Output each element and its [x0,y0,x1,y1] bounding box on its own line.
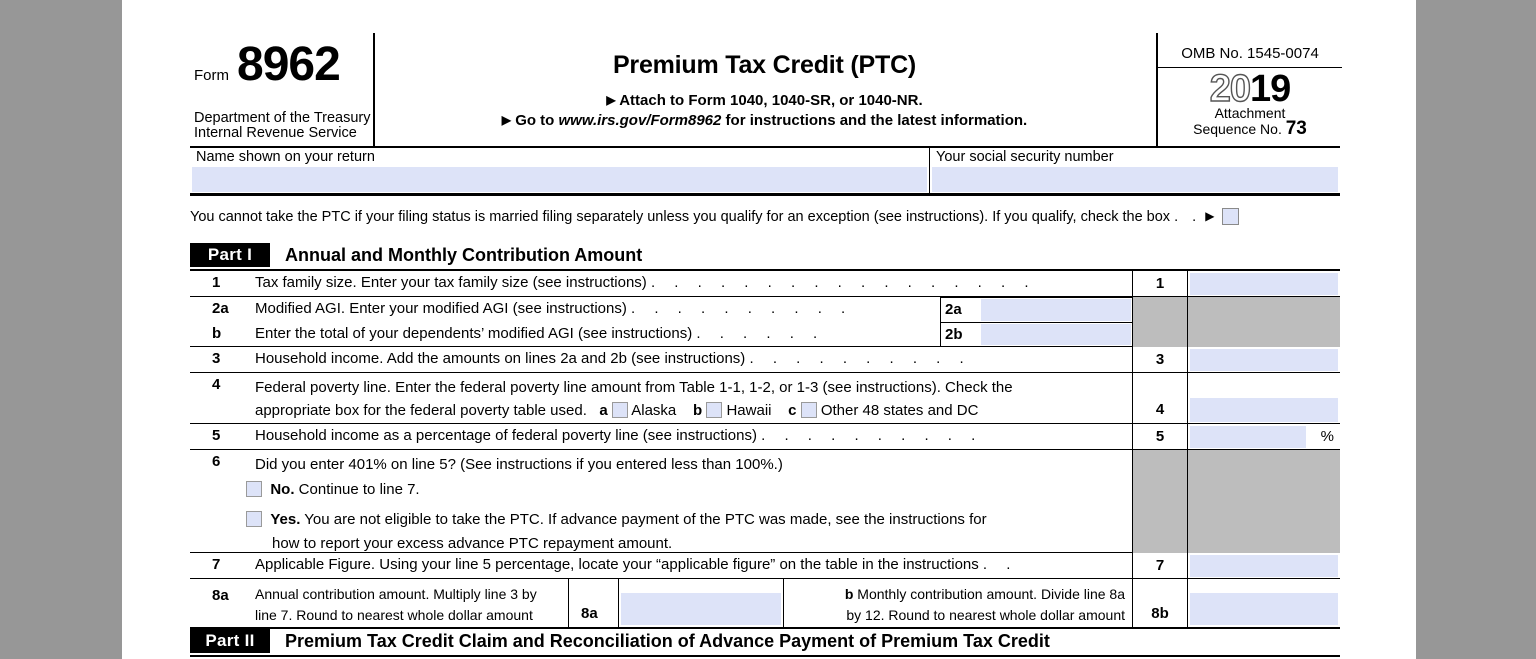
line-2b-input[interactable] [981,324,1131,345]
line-7-text [255,556,1018,573]
line-2b-text [255,325,825,342]
line-4-choice-b-letter: b [692,402,703,419]
line-5-col-number: 5 [1132,424,1188,450]
line-7-amount-cell [1188,553,1340,579]
line-6-row [190,450,1340,553]
line-4-choice-b-label: Hawaii [726,402,772,419]
form-number: 8962 [237,38,340,91]
line-4-choice-c-label: Other 48 states and DC [820,402,979,419]
irs-url-link[interactable]: www.irs.gov/Form8962 [558,112,722,129]
sequence-number: 73 [1285,118,1307,139]
line-5-row [190,424,1340,450]
line-4-choice-c-letter: c [788,402,797,419]
line-2b-row [190,322,1340,347]
form-identifier [190,38,373,97]
line-3-row [190,347,1340,373]
line-3-input[interactable] [1190,349,1338,371]
line-2a-dots: . . . . . . . . . . [631,300,853,317]
line-1-number: 1 [212,274,221,291]
goto-suffix: for instructions and the latest information. [725,112,1028,129]
attachment-sequence [1158,106,1342,137]
line-8b-description-1: Monthly contribution amount. Divide line 8a [857,586,1125,602]
line-8b-amount-cell [1188,579,1340,627]
line-8-divider-2 [783,579,784,627]
filing-status-exception-row [190,196,1340,243]
line-2a-input[interactable] [981,299,1131,321]
line-6-option-yes [246,508,987,556]
line-2a-subbox [940,297,1132,322]
form-8962 [190,0,1340,657]
line-8a-text [255,584,537,626]
name-label: Name shown on your return [196,149,375,165]
line-4-number: 4 [212,376,221,393]
line-2a-number: 2a [212,300,229,317]
line-6-shaded-amount-cell [1188,450,1340,553]
line-6-shaded-number-cell [1132,450,1188,553]
tax-year-suffix: 19 [1250,68,1291,110]
department-line-2: Internal Revenue Service [194,125,357,141]
line-3-dots: . . . . . . . . . . [749,350,972,367]
line-8a-box-label-cell [573,579,619,627]
line-2b-dots: . . . . . . [696,325,825,342]
line-3-text [255,350,971,367]
line-6-option-yes-bold: Yes. [270,511,301,528]
line-3-amount-cell [1188,347,1340,373]
line-5-amount-cell [1188,424,1340,450]
line-2a-description: Modified AGI. Enter your modified AGI (see instructions) [255,300,627,317]
line-8b-input[interactable] [1190,593,1338,625]
line-2b-shaded-amount-cell [1188,322,1340,347]
line-4-text [255,376,1013,422]
line-7-row [190,553,1340,579]
line-5-percent-symbol: % [1320,428,1334,445]
line-8-row [190,579,1340,627]
line-7-col-number: 7 [1132,553,1188,579]
name-cell [190,148,930,193]
omb-number: OMB No. 1545-0074 [1158,33,1342,68]
part-1-title: Annual and Monthly Contribution Amount [285,245,643,265]
form-word-label: Form [194,67,229,84]
line-4-checkbox-other-states[interactable] [801,402,817,418]
line-7-dots: . . [982,556,1018,573]
line-8a-number: 8a [212,587,229,604]
line-3-col-number: 3 [1132,347,1188,373]
line-4-description-1: Federal poverty line. Enter the federal poverty line amount from Table 1-1, 1-2, or 1-3 (see instructions). Check the [255,379,1013,396]
line-1-description: Tax family size. Enter your tax family size (see instructions) [255,274,647,291]
line-8a-amount-cell [619,579,783,627]
ssn-input[interactable] [932,167,1338,192]
part-2-tag: Part II [190,629,270,653]
name-input[interactable] [192,167,927,192]
identity-row [190,148,1340,196]
ssn-cell [930,148,1340,193]
line-8b-description-2: by 12. Round to nearest whole dollar amount [846,607,1125,623]
line-4-checkbox-alaska[interactable] [612,402,628,418]
line-4-row [190,373,1340,424]
ssn-label: Your social security number [936,149,1114,165]
line-2a-sublabel: 2a [945,301,962,318]
line-8b-letter: b [844,586,854,602]
part-1-bar [190,243,1340,271]
line-4-checkbox-hawaii[interactable] [706,402,722,418]
line-1-col-number: 1 [1132,271,1188,297]
part-2-bar [190,627,1340,657]
line-2a-row [190,297,1340,322]
line-5-description: Household income as a percentage of federal poverty line (see instructions) [255,427,757,444]
form-page [122,0,1416,659]
line-1-text [255,274,1036,291]
part-1-body [190,271,1340,627]
form-header [190,33,1340,148]
line-6-option-no-rest: Continue to line 7. [294,481,420,498]
line-8a-box-label: 8a [581,605,598,622]
line-4-col-number: 4 [1132,373,1188,424]
line-4-input[interactable] [1190,398,1338,422]
line-2b-sublabel: 2b [945,326,963,343]
line-1-dots: . . . . . . . . . . . . . . . . . [650,274,1036,291]
line-7-number: 7 [212,556,221,573]
line-1-row [190,271,1340,297]
line-2a-text [255,300,853,317]
line-6-number: 6 [212,453,221,470]
leader-dots: . . [1174,209,1202,225]
line-4-choice-a-letter: a [599,402,608,419]
line-4-description-2: appropriate box for the federal poverty table used. [255,402,587,419]
attach-instruction-text: Attach to Form 1040, 1040-SR, or 1040-NR. [619,92,923,109]
line-6-option-no-bold: No. [270,481,295,498]
line-3-description: Household income. Add the amounts on lines 2a and 2b (see instructions) [255,350,746,367]
line-2a-shaded-number-cell [1132,297,1188,322]
line-8a-description-1: Annual contribution amount. Multiply line 3 by [255,586,537,602]
line-6-option-no [246,481,420,498]
line-4-amount-cell [1188,373,1340,424]
line-1-amount-cell [1188,271,1340,297]
line-7-input[interactable] [1190,555,1338,577]
triangle-marker-icon-3: ▶ [1205,209,1215,223]
line-5-input[interactable] [1190,426,1306,448]
department-line-1: Department of the Treasury [194,110,371,126]
line-6-text [255,453,783,477]
form-header-right [1156,33,1342,146]
attach-instruction [373,92,1156,109]
tax-year [1158,70,1342,108]
line-2b-shaded-number-cell [1132,322,1188,347]
line-8a-input[interactable] [621,593,781,625]
tax-year-prefix: 20 [1209,68,1250,110]
line-8a-description-2: line 7. Round to nearest whole dollar amount [255,607,533,623]
line-7-description: Applicable Figure. Using your line 5 percentage, locate your “applicable figure” on the table in the instructions [255,556,979,573]
form-header-left [190,33,375,146]
line-8b-box-label: 8b [1132,579,1188,627]
line-6-option-yes-rest2: how to report your excess advance PTC repayment amount. [272,535,673,552]
goto-prefix: Go to [515,112,555,129]
form-title: Premium Tax Credit (PTC) [612,51,917,79]
attachment-label: Attachment [1214,105,1286,121]
line-8b-text [800,584,1125,626]
form-header-center [373,33,1156,146]
sequence-label: Sequence No. [1193,121,1282,137]
line-6-question: Did you enter 401% on line 5? (See instructions if you entered less than 100%.) [255,456,783,473]
part-2-title: Premium Tax Credit Claim and Reconciliation of Advance Payment of Premium Tax Credit [285,631,1050,651]
line-1-input[interactable] [1190,273,1338,295]
line-2b-description: Enter the total of your dependents’ modified AGI (see instructions) [255,325,693,342]
line-6-checkbox-no[interactable] [246,481,262,497]
goto-instruction [373,112,1156,129]
line-6-option-yes-rest: You are not eligible to take the PTC. If advance payment of the PTC was made, see the instructions for [300,511,987,528]
line-2a-shaded-amount-cell [1188,297,1340,322]
line-2b-subbox [940,322,1132,347]
line-5-number: 5 [212,427,221,444]
filing-status-exception-text: You cannot take the PTC if your filing status is married filing separately unless you qualify for an exception (see instructions). If you qualify, check the box [190,209,1171,225]
part-1-tag: Part I [190,243,270,267]
line-5-dots: . . . . . . . . . . [761,427,983,444]
filing-status-exception-checkbox[interactable] [1222,208,1239,225]
line-6-checkbox-yes[interactable] [246,511,262,527]
triangle-marker-icon-2: ▶ [501,113,512,127]
triangle-marker-icon: ▶ [606,93,616,107]
line-2b-number: b [212,325,222,342]
line-4-choice-a-label: Alaska [631,402,677,419]
department-block [194,111,371,141]
line-3-number: 3 [212,350,221,367]
line-5-text [255,427,983,444]
